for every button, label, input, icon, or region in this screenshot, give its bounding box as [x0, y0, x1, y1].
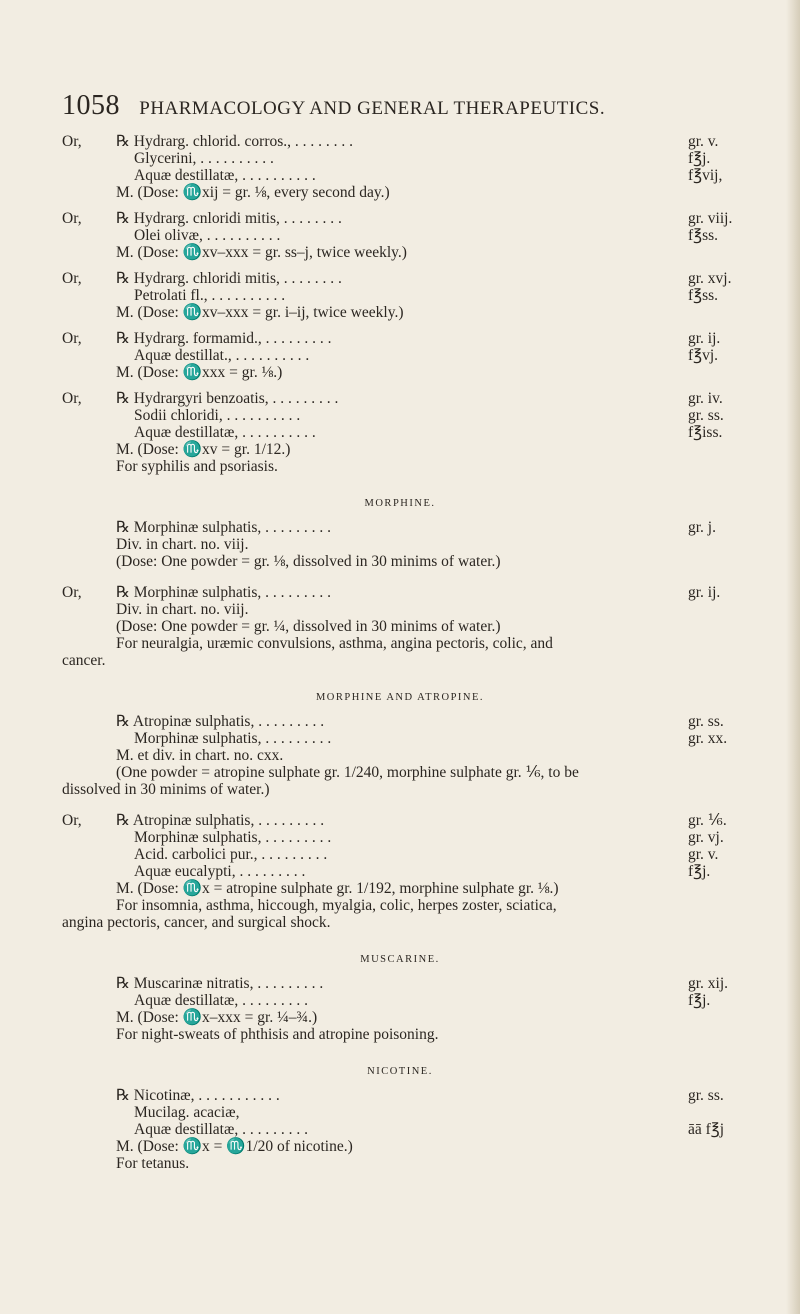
quantity: gr. ss. [688, 713, 724, 730]
prescription-formula [0, 270, 800, 321]
quantity: gr. j. [688, 519, 716, 536]
formula-line [0, 829, 800, 846]
formula-line [0, 1121, 800, 1138]
ingredient-text: Glycerini, . . . . . . . . . . [134, 150, 274, 167]
note-text: Div. in chart. no. viij. [116, 536, 249, 553]
formula-line [0, 914, 800, 931]
formula-line [0, 519, 800, 536]
ingredient-text: ℞ Atropinæ sulphatis, . . . . . . . . . [116, 713, 325, 730]
ingredient-text: Aquæ destillatæ, . . . . . . . . . . [134, 424, 316, 441]
formula-line [0, 747, 800, 764]
formula-line [0, 150, 800, 167]
note-text: Div. in chart. no. viij. [116, 601, 249, 618]
page-number: 1058 [62, 90, 120, 121]
formula-line [0, 536, 800, 553]
note-text: angina pectoris, cancer, and surgical shock. [62, 914, 331, 931]
note-text: M. et div. in chart. no. cxx. [116, 747, 284, 764]
ingredient-text: ℞ Atropinæ sulphatis, . . . . . . . . . [116, 812, 325, 829]
quantity: gr. ij. [688, 330, 721, 347]
ingredient-text: ℞ Hydrarg. chloridi mitis, . . . . . . . . [116, 270, 342, 287]
or-label: Or, [62, 330, 82, 347]
formula-line [0, 244, 800, 261]
formula-line [0, 1155, 800, 1172]
note-text: M. (Dose: ♏x = atropine sulphate gr. 1/192, morphine sulphate gr. ⅛.) [116, 880, 559, 897]
ingredient-text: ℞ Hydrarg. cnloridi mitis, . . . . . . . . [116, 210, 342, 227]
prescription-formula [0, 519, 800, 570]
note-text: For insomnia, asthma, hiccough, myalgia, colic, herpes zoster, sciatica, [116, 897, 557, 914]
scan-edge-shadow [786, 0, 800, 1314]
formula-line [0, 330, 800, 347]
prescription-formula [0, 584, 800, 669]
formula-line [0, 364, 800, 381]
prescription-formula [0, 1087, 800, 1172]
note-text: M. (Dose: ♏xij = gr. ⅛, every second day.) [116, 184, 390, 201]
formula-line [0, 441, 800, 458]
note-text: (One powder = atropine sulphate gr. 1/240, morphine sulphate gr. ⅙, to be [116, 764, 579, 781]
formula-line [0, 863, 800, 880]
or-label: Or, [62, 210, 82, 227]
formula-line [0, 407, 800, 424]
prescription-formula [0, 713, 800, 798]
formula-line [0, 1104, 800, 1121]
ingredient-text: Acid. carbolici pur., . . . . . . . . . [134, 846, 328, 863]
ingredient-text: Aquæ destillatæ, . . . . . . . . . [134, 992, 308, 1009]
prescription-formula [0, 812, 800, 931]
formula-line [0, 618, 800, 635]
ingredient-text: ℞ Nicotinæ, . . . . . . . . . . . [116, 1087, 280, 1104]
formula-line [0, 897, 800, 914]
section-heading: MORPHINE. [364, 498, 436, 509]
note-text: M. (Dose: ♏x–xxx = gr. ¼–¾.) [116, 1009, 318, 1026]
quantity: f℥j. [688, 863, 711, 880]
formula-line [0, 1026, 800, 1043]
note-text: For syphilis and psoriasis. [116, 458, 278, 475]
quantity: f℥vij, [688, 167, 723, 184]
prescription-text [0, 133, 800, 1172]
formula-line [0, 133, 800, 150]
note-text: For neuralgia, uræmic convulsions, asthma, angina pectoris, colic, and [116, 635, 553, 652]
quantity: gr. iv. [688, 390, 723, 407]
or-label: Or, [62, 270, 82, 287]
note-text: dissolved in 30 minims of water.) [62, 781, 270, 798]
quantity: gr. xx. [688, 730, 728, 747]
note-text: M. (Dose: ♏xv–xxx = gr. ss–j, twice weekly.) [116, 244, 407, 261]
prescription-formula [0, 975, 800, 1043]
quantity: f℥ss. [688, 227, 719, 244]
formula-line [0, 584, 800, 601]
formula-line [0, 167, 800, 184]
quantity: gr. ij. [688, 584, 721, 601]
ingredient-text: ℞ Hydrarg. chlorid. corros., . . . . . . . . [116, 133, 354, 150]
quantity: f℥j. [688, 150, 711, 167]
quantity: f℥ss. [688, 287, 719, 304]
formula-line [0, 764, 800, 781]
ingredient-text: Aquæ eucalypti, . . . . . . . . . [134, 863, 306, 880]
formula-line [0, 210, 800, 227]
ingredient-text: Aquæ destillat., . . . . . . . . . . [134, 347, 310, 364]
formula-line [0, 1009, 800, 1026]
note-text: For tetanus. [116, 1155, 190, 1172]
quantity: gr. v. [688, 846, 719, 863]
quantity: gr. ss. [688, 407, 724, 424]
note-text: cancer. [62, 652, 106, 669]
or-label: Or, [62, 812, 82, 829]
formula-line [0, 1138, 800, 1155]
quantity: f℥iss. [688, 424, 723, 441]
formula-line [0, 880, 800, 897]
formula-line [0, 390, 800, 407]
ingredient-text: Morphinæ sulphatis, . . . . . . . . . [134, 829, 332, 846]
prescription-formula [0, 133, 800, 201]
quantity: f℥j. [688, 992, 711, 1009]
quantity: gr. ⅙. [688, 812, 727, 829]
formula-line [0, 227, 800, 244]
quantity: gr. viij. [688, 210, 733, 227]
formula-line [0, 184, 800, 201]
ingredient-text: Mucilag. acaciæ, [134, 1104, 240, 1121]
ingredient-text: ℞ Hydrarg. formamid., . . . . . . . . . [116, 330, 332, 347]
formula-line [0, 270, 800, 287]
quantity: gr. vj. [688, 829, 724, 846]
or-label: Or, [62, 133, 82, 150]
note-text: M. (Dose: ♏x = ♏1/20 of nicotine.) [116, 1138, 353, 1155]
formula-line [0, 304, 800, 321]
ingredient-text: Petrolati fl., . . . . . . . . . . [134, 287, 286, 304]
formula-line [0, 781, 800, 798]
prescription-formula [0, 330, 800, 381]
note-text: M. (Dose: ♏xv–xxx = gr. i–ij, twice weekly.) [116, 304, 404, 321]
formula-line [0, 601, 800, 618]
formula-line [0, 287, 800, 304]
formula-line [0, 812, 800, 829]
or-label: Or, [62, 584, 82, 601]
running-title: PHARMACOLOGY AND GENERAL THERAPEUTICS. [139, 98, 606, 119]
quantity: āā f℥j [688, 1121, 725, 1138]
prescription-formula [0, 390, 800, 475]
prescription-formula [0, 210, 800, 261]
ingredient-text: ℞ Hydrargyri benzoatis, . . . . . . . . . [116, 390, 339, 407]
ingredient-text: Sodii chloridi, . . . . . . . . . . [134, 407, 301, 424]
quantity: f℥vj. [688, 347, 719, 364]
note-text: M. (Dose: ♏xxx = gr. ⅛.) [116, 364, 283, 381]
formula-line [0, 730, 800, 747]
note-text: M. (Dose: ♏xv = gr. 1/12.) [116, 441, 291, 458]
quantity: gr. xij. [688, 975, 729, 992]
or-label: Or, [62, 390, 82, 407]
quantity: gr. ss. [688, 1087, 724, 1104]
formula-line [0, 846, 800, 863]
formula-line [0, 652, 800, 669]
section-heading: NICOTINE. [367, 1066, 433, 1077]
formula-line [0, 424, 800, 441]
section-heading: MUSCARINE. [360, 954, 440, 965]
quantity: gr. xvj. [688, 270, 732, 287]
ingredient-text: ℞ Morphinæ sulphatis, . . . . . . . . . [116, 519, 331, 536]
ingredient-text: Morphinæ sulphatis, . . . . . . . . . [134, 730, 332, 747]
section-heading: MORPHINE AND ATROPINE. [315, 692, 485, 703]
formula-line [0, 458, 800, 475]
ingredient-text: ℞ Morphinæ sulphatis, . . . . . . . . . [116, 584, 331, 601]
note-text: (Dose: One powder = gr. ⅛, dissolved in 30 minims of water.) [116, 553, 501, 570]
ingredient-text: Aquæ destillatæ, . . . . . . . . . . [134, 167, 316, 184]
formula-line [0, 347, 800, 364]
formula-line [0, 1087, 800, 1104]
formula-line [0, 553, 800, 570]
note-text: (Dose: One powder = gr. ¼, dissolved in 30 minims of water.) [116, 618, 501, 635]
formula-line [0, 635, 800, 652]
ingredient-text: Aquæ destillatæ, . . . . . . . . . [134, 1121, 308, 1138]
ingredient-text: ℞ Muscarinæ nitratis, . . . . . . . . . [116, 975, 324, 992]
running-header [62, 90, 762, 122]
formula-line [0, 992, 800, 1009]
note-text: For night-sweats of phthisis and atropine poisoning. [116, 1026, 439, 1043]
formula-line [0, 975, 800, 992]
formula-line [0, 713, 800, 730]
quantity: gr. v. [688, 133, 719, 150]
ingredient-text: Olei olivæ, . . . . . . . . . . [134, 227, 281, 244]
